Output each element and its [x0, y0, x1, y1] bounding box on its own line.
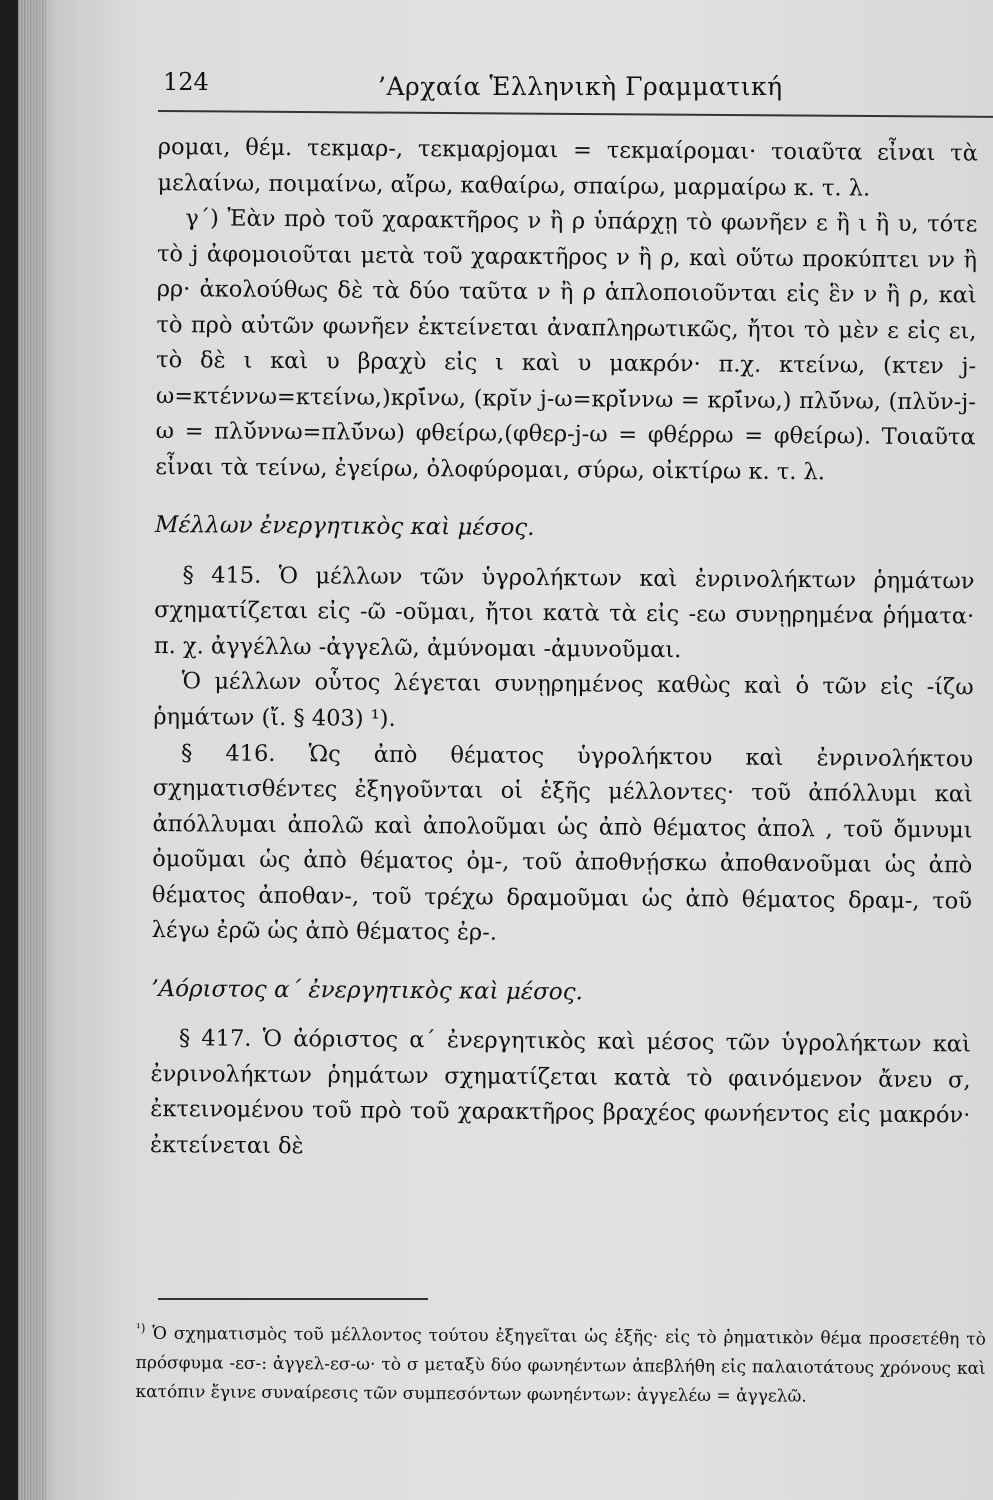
footnote-text: Ὁ σχηματισμὸς τοῦ μέλλοντος τούτου ἐξηγεῖται ὡς ἑξῆς· εἰς τὸ ῥηματικὸν θέμα προσετέθη τὸ πρόσφυμα -εσ-: ἀγγελ-εσ-ω· τὸ σ μεταξὺ δύο φωνηέντων ἀπεβλήθη εἰς παλαιοτάτους χρόνους καὶ κατόπιν ἔγινε συναίρεσις τῶν συμπεσόντων φωνηέντων: ἀγγελέω = ἀγγελῶ. — [135, 1323, 986, 1407]
section-heading: ’Αόριστος α΄ ἐνεργητικὸς καὶ μέσος. — [151, 975, 584, 1006]
footnote-rule — [158, 1298, 428, 1300]
footnote — [135, 1318, 986, 1413]
page-edge — [18, 0, 46, 1500]
running-title: ’Αρχαία Ἑλληνικὴ Γραμματική — [378, 72, 783, 101]
paragraph: Ὁ μέλλων οὗτος λέγεται συνῃρημένος καθὼς καὶ ὁ τῶν εἰς -ίζω ῥημάτων (ἴ. § 403) ¹). — [153, 668, 974, 732]
book-page — [18, 0, 993, 1500]
section-416: § 416. Ὡς ἀπὸ θέματος ὑγρολήκτου καὶ ἐνρινολήκτου σχηματισθέντες ἐξηγοῦνται οἱ ἑξῆς μέλλοντες· τοῦ ἀπόλλυμι καὶ ἀπόλλυμαι ἀπολῶ καὶ ἀπολοῦμαι ὡς ἀπὸ θέματος ἀπολ , τοῦ ὄμνυμι ὀμοῦμαι ὡς ἀπὸ θέματος ὀμ-, τοῦ ἀποθνῄσκω ἀποθανοῦμαι ὡς ἀπὸ θέματος ἀποθαν-, τοῦ τρέχω δραμοῦμαι ὡς ἀπὸ θέματος δραμ-, τοῦ λέγω ἐρῶ ὡς ἀπὸ θέματος ἐρ-. — [151, 739, 974, 946]
paragraph: ρομαι, θέμ. τεκμαρ-, τεκμαρjομαι = τεκμαίρομαι· τοιαῦτα εἶναι τὰ μελαίνω, ποιμαίνω, αἴρω, καθαίρω, σπαίρω, μαρμαίρω κ. τ. λ. — [157, 133, 978, 202]
main-text — [150, 130, 978, 1170]
header-rule — [158, 110, 993, 118]
paragraph: γ΄) Ἐὰν πρὸ τοῦ χαρακτῆρος ν ἢ ρ ὑπάρχῃ τὸ φωνῆεν ε ἢ ι ἢ υ, τότε τὸ j ἀφομοιοῦται μετὰ τοῦ χαρακτῆρος ν ἢ ρ, καὶ οὕτω προκύπτει νν ἢ ρρ· ἀκολούθως δὲ τὰ δύο ταῦτα ν ἢ ρ ἁπλοποιοῦνται εἰς ἓν ν ἢ ρ, καὶ τὸ πρὸ αὐτῶν φωνῆεν ἐκτείνεται ἀναπληρωτικῶς, ἤτοι τὸ μὲν ε εἰς ει, τὸ δὲ ι καὶ υ βραχὺ εἰς ι καὶ υ μακρόν· π.χ. κτείνω, (κτεν j-ω=κτέννω=κτείνω,)κρῑ́νω, (κρῐν j-ω=κρῐ́ννω = κρῑ́νω,) πλῡ́νω, (πλῠν-j-ω = πλῠ́ννω=πλῡ́νω) φθείρω,(φθερ-j-ω = φθέρρω = φθείρω). Τοιαῦτα εἶναι τὰ τείνω, ἐγείρω, ὀλοφύρομαι, σύρω, οἰκτίρω κ. τ. λ. — [155, 205, 978, 486]
footnote-marker: ¹) — [135, 1320, 146, 1336]
page-number: 124 — [163, 68, 209, 96]
page-header — [163, 68, 963, 108]
section-415: § 415. Ὁ μέλλων τῶν ὑγρολήκτων καὶ ἐνρινολήκτων ῥημάτων σχηματίζεται εἰς -ῶ -οῦμαι, ἤτοι κατὰ τὰ εἰς -εω συνῃρημένα ῥήματα· π. χ. ἀγγέλλω -ἀγγελῶ, ἀμύνομαι -ἀμυνοῦμαι. — [153, 562, 975, 664]
section-heading: Μέλλων ἐνεργητικὸς καὶ μέσος. — [154, 512, 535, 542]
section-417: § 417. Ὁ ἀόριστος α΄ ἐνεργητικὸς καὶ μέσος τῶν ὑγρολήκτων καὶ ἐνρινολήκτων ῥημάτων σχηματίζεται κατὰ τὸ φαινόμενον ἄνευ σ, ἐκτεινομένου τοῦ πρὸ τοῦ χαρακτῆρος βραχέος φωνήεντος εἰς μακρόν· ἐκτείνεται δὲ — [149, 1025, 971, 1159]
